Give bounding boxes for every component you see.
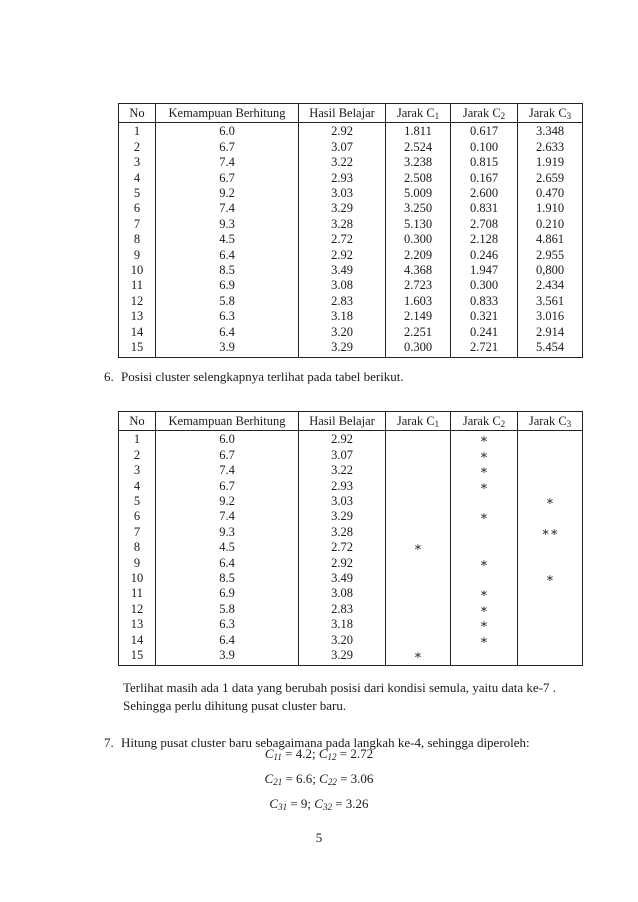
header-no: No	[119, 412, 156, 431]
table-cell: 6.9	[156, 586, 299, 601]
table-cell: 0.833	[451, 294, 518, 309]
table-cell: 6	[119, 509, 156, 524]
table-cell: ∗	[386, 540, 451, 555]
table-cell: 0.300	[451, 278, 518, 293]
table-cell: 2.72	[299, 232, 386, 247]
table-cell	[386, 431, 451, 448]
table-cell: 2	[119, 140, 156, 155]
table-cell: 0.241	[451, 325, 518, 340]
table-cell: 3.03	[299, 186, 386, 201]
table-cell	[386, 448, 451, 463]
table-cell	[386, 479, 451, 494]
table-cell: 0.210	[518, 217, 583, 232]
equation-c2: $C_{21} = 6.6$; $C_{22} = 3.06$	[264, 771, 374, 787]
header-kemampuan: Kemampuan Berhitung	[156, 104, 299, 123]
table-row	[119, 448, 583, 463]
table-cell: 3.29	[299, 509, 386, 524]
cluster-position-table	[118, 411, 583, 666]
table-cell: 0,800	[518, 263, 583, 278]
table-row	[119, 431, 583, 448]
table-row	[119, 294, 583, 309]
table-cell: 3.18	[299, 309, 386, 324]
table-cell: 6.7	[156, 448, 299, 463]
header-jarak-c1: Jarak $C_1$	[386, 412, 451, 431]
table-cell: 3.29	[299, 201, 386, 216]
table-cell: ∗	[451, 556, 518, 571]
table-cell: 2.209	[386, 248, 451, 263]
table-cell: 9	[119, 248, 156, 263]
table-row	[119, 155, 583, 170]
table-cell: 6.4	[156, 248, 299, 263]
table-cell: 5.8	[156, 294, 299, 309]
table-cell: 2.508	[386, 171, 451, 186]
table-cell: 11	[119, 586, 156, 601]
table-cell: 2.92	[299, 123, 386, 140]
table-cell	[518, 602, 583, 617]
table-cell	[386, 586, 451, 601]
table-cell	[451, 525, 518, 540]
table-cell: 1.919	[518, 155, 583, 170]
table-cell: 2.955	[518, 248, 583, 263]
table-cell	[386, 602, 451, 617]
table-cell: 13	[119, 617, 156, 632]
table-cell	[386, 525, 451, 540]
table-cell: 3.08	[299, 586, 386, 601]
table-cell: 6.3	[156, 309, 299, 324]
table-cell: ∗	[451, 479, 518, 494]
table-cell: 7	[119, 217, 156, 232]
table-cell: ∗∗	[518, 525, 583, 540]
table-cell: 5.130	[386, 217, 451, 232]
table-header-row	[119, 104, 583, 123]
table-row	[119, 232, 583, 247]
table-cell: 6.7	[156, 171, 299, 186]
table-cell	[518, 431, 583, 448]
table-row	[119, 171, 583, 186]
table-row	[119, 571, 583, 586]
table-cell: 2.92	[299, 431, 386, 448]
table-row	[119, 463, 583, 478]
table-cell: ∗	[451, 509, 518, 524]
header-jarak-c1: Jarak $C_1$	[386, 104, 451, 123]
header-hasil: Hasil Belajar	[299, 412, 386, 431]
header-jarak-c2: Jarak $C_2$	[451, 412, 518, 431]
table-cell: 13	[119, 309, 156, 324]
table-cell: 12	[119, 294, 156, 309]
header-jarak-c2: Jarak $C_2$	[451, 104, 518, 123]
table-row	[119, 509, 583, 524]
table-row	[119, 617, 583, 632]
table-cell: 10	[119, 571, 156, 586]
table-cell: 7	[119, 525, 156, 540]
table-cell: 2.72	[299, 540, 386, 555]
table-cell: 2.83	[299, 294, 386, 309]
table-row	[119, 586, 583, 601]
table-cell: 15	[119, 340, 156, 357]
table-row	[119, 479, 583, 494]
table-cell: 3.28	[299, 525, 386, 540]
table-cell	[451, 494, 518, 509]
table-cell: 2.524	[386, 140, 451, 155]
header-no: No	[119, 104, 156, 123]
table-cell: ∗	[451, 463, 518, 478]
table-cell: 7.4	[156, 509, 299, 524]
table-row	[119, 633, 583, 648]
table-row	[119, 217, 583, 232]
table-cell: 9.2	[156, 494, 299, 509]
table-cell: 1.947	[451, 263, 518, 278]
table-cell: 4.5	[156, 540, 299, 555]
table-row	[119, 201, 583, 216]
table-cell: 0.300	[386, 340, 451, 357]
table-row	[119, 325, 583, 340]
equation-c3: $C_{31} = 9$; $C_{32} = 3.26$	[269, 796, 369, 812]
table-cell: 3.561	[518, 294, 583, 309]
table-cell: 0.815	[451, 155, 518, 170]
table-cell: 5.009	[386, 186, 451, 201]
table-cell: 9.2	[156, 186, 299, 201]
table-cell: 15	[119, 648, 156, 665]
table-cell: ∗	[451, 448, 518, 463]
table-cell: 0.321	[451, 309, 518, 324]
table-cell: 3.29	[299, 648, 386, 665]
table-cell: 3.03	[299, 494, 386, 509]
table-cell: 4	[119, 479, 156, 494]
header-jarak-c3: Jarak $C_3$	[518, 412, 583, 431]
table-cell: 3.22	[299, 463, 386, 478]
page-number: 5	[315, 830, 323, 845]
table-cell: 2.251	[386, 325, 451, 340]
table-cell: ∗	[451, 633, 518, 648]
table-cell	[386, 509, 451, 524]
table-cell: 2.92	[299, 556, 386, 571]
table-cell: 0.167	[451, 171, 518, 186]
table-cell: 6.3	[156, 617, 299, 632]
table-row	[119, 309, 583, 324]
table-cell: 0.617	[451, 123, 518, 140]
table-cell	[386, 571, 451, 586]
cluster-distance-table	[118, 103, 583, 358]
table-row	[119, 140, 583, 155]
list-item-6	[104, 368, 404, 386]
table-cell: 2.83	[299, 602, 386, 617]
table-cell: 6.0	[156, 123, 299, 140]
table-cell: 6.4	[156, 556, 299, 571]
table-cell: 2.93	[299, 479, 386, 494]
table-cell: ∗	[451, 602, 518, 617]
table-cell: 12	[119, 602, 156, 617]
table-cell: ∗	[451, 617, 518, 632]
table-cell: 3.07	[299, 448, 386, 463]
table-cell: 0.246	[451, 248, 518, 263]
table-row	[119, 263, 583, 278]
table-cell: 2	[119, 448, 156, 463]
table-cell: 5.8	[156, 602, 299, 617]
table-cell: 6.9	[156, 278, 299, 293]
table-cell: 3.348	[518, 123, 583, 140]
table-cell: 9.3	[156, 217, 299, 232]
table-cell	[386, 633, 451, 648]
table-row	[119, 648, 583, 665]
table-cell	[518, 540, 583, 555]
table-cell: 3	[119, 155, 156, 170]
header-kemampuan: Kemampuan Berhitung	[156, 412, 299, 431]
table-cell: 3.18	[299, 617, 386, 632]
table-cell: 3.49	[299, 571, 386, 586]
table-row	[119, 540, 583, 555]
table-cell: 3	[119, 463, 156, 478]
table-cell: ∗	[518, 494, 583, 509]
table-row	[119, 525, 583, 540]
table-cell: 3.238	[386, 155, 451, 170]
table-cell: 8.5	[156, 571, 299, 586]
note-paragraph: Terlihat masih ada 1 data yang berubah posisi dari kondisi semula, yaitu data ke-7 . Sehingga perlu dihitung pusat cluster baru.	[123, 680, 557, 713]
table-row	[119, 556, 583, 571]
table-cell: 3.016	[518, 309, 583, 324]
table-header-row	[119, 412, 583, 431]
table-cell: 3.07	[299, 140, 386, 155]
table-cell	[518, 586, 583, 601]
table-cell: 6.4	[156, 325, 299, 340]
table-cell: 2.708	[451, 217, 518, 232]
table-row	[119, 248, 583, 263]
table-cell	[386, 463, 451, 478]
table-cell: 3.250	[386, 201, 451, 216]
table-cell: 3.28	[299, 217, 386, 232]
table-cell	[518, 479, 583, 494]
equation-c1: $C_{11} = 4.2$; $C_{12} = 2.72$	[264, 746, 374, 762]
list-text: Posisi cluster selengkapnya terlihat pada tabel berikut.	[121, 369, 404, 384]
table-cell: 1	[119, 123, 156, 140]
header-hasil: Hasil Belajar	[299, 104, 386, 123]
table-cell: 2.149	[386, 309, 451, 324]
table-cell	[386, 556, 451, 571]
table-cell: 6.0	[156, 431, 299, 448]
table-cell: 2.93	[299, 171, 386, 186]
table-cell: 7.4	[156, 201, 299, 216]
table-cell: 1.811	[386, 123, 451, 140]
table-cell: 2.600	[451, 186, 518, 201]
table-cell: 5.454	[518, 340, 583, 357]
table-cell: 3.08	[299, 278, 386, 293]
table-cell: 2.92	[299, 248, 386, 263]
table-cell	[518, 617, 583, 632]
table-cell	[451, 571, 518, 586]
table-cell: 0.831	[451, 201, 518, 216]
table-cell: 6	[119, 201, 156, 216]
table-cell: 9	[119, 556, 156, 571]
table-cell: 3.20	[299, 633, 386, 648]
table-cell: 2.434	[518, 278, 583, 293]
table-cell: 3.22	[299, 155, 386, 170]
table-cell: 6.7	[156, 479, 299, 494]
table-cell: 2.721	[451, 340, 518, 357]
table-cell	[518, 556, 583, 571]
table-row	[119, 494, 583, 509]
table-cell	[518, 648, 583, 665]
table-cell: 10	[119, 263, 156, 278]
table-cell	[518, 448, 583, 463]
table-cell: 2.723	[386, 278, 451, 293]
table-cell: 3.9	[156, 340, 299, 357]
table-row	[119, 340, 583, 357]
table-cell: 5	[119, 494, 156, 509]
table-cell: ∗	[386, 648, 451, 665]
header-jarak-c3: Jarak $C_3$	[518, 104, 583, 123]
table-cell: 1.910	[518, 201, 583, 216]
table-row	[119, 186, 583, 201]
table-cell: 1.603	[386, 294, 451, 309]
table-cell: 14	[119, 633, 156, 648]
table-cell: 6.4	[156, 633, 299, 648]
table-cell: 0.100	[451, 140, 518, 155]
table-cell	[451, 648, 518, 665]
table-cell: 11	[119, 278, 156, 293]
table-cell: 5	[119, 186, 156, 201]
table-cell: 4.5	[156, 232, 299, 247]
list-number: 6.	[104, 369, 114, 384]
table-cell: 4	[119, 171, 156, 186]
table-cell: ∗	[518, 571, 583, 586]
table-cell	[518, 463, 583, 478]
table-cell: 3.20	[299, 325, 386, 340]
table-cell: 7.4	[156, 463, 299, 478]
table-cell: 3.29	[299, 340, 386, 357]
table-cell: 2.633	[518, 140, 583, 155]
table-row	[119, 278, 583, 293]
table-cell: 8	[119, 540, 156, 555]
list-number: 7.	[104, 735, 114, 750]
table-cell: 1	[119, 431, 156, 448]
table-cell	[451, 540, 518, 555]
table-cell: 14	[119, 325, 156, 340]
list-text: Hitung pusat cluster baru sebagaimana pada langkah ke-4, sehingga diperoleh:	[121, 735, 530, 750]
table-cell: 3.49	[299, 263, 386, 278]
table-cell: 2.914	[518, 325, 583, 340]
table-cell: 8	[119, 232, 156, 247]
table-cell: 4.861	[518, 232, 583, 247]
table-cell: 4.368	[386, 263, 451, 278]
table-cell: 3.9	[156, 648, 299, 665]
table-row	[119, 123, 583, 140]
table-cell: 0.470	[518, 186, 583, 201]
table-cell	[518, 509, 583, 524]
table-cell	[518, 633, 583, 648]
table-cell: 6.7	[156, 140, 299, 155]
table-cell	[386, 494, 451, 509]
table-cell: 0.300	[386, 232, 451, 247]
table-cell: ∗	[451, 431, 518, 448]
table-cell: 2.659	[518, 171, 583, 186]
table-cell: 7.4	[156, 155, 299, 170]
table-cell: ∗	[451, 586, 518, 601]
table-cell	[386, 617, 451, 632]
table-cell: 8.5	[156, 263, 299, 278]
table-cell: 9.3	[156, 525, 299, 540]
table-cell: 2.128	[451, 232, 518, 247]
table-row	[119, 602, 583, 617]
